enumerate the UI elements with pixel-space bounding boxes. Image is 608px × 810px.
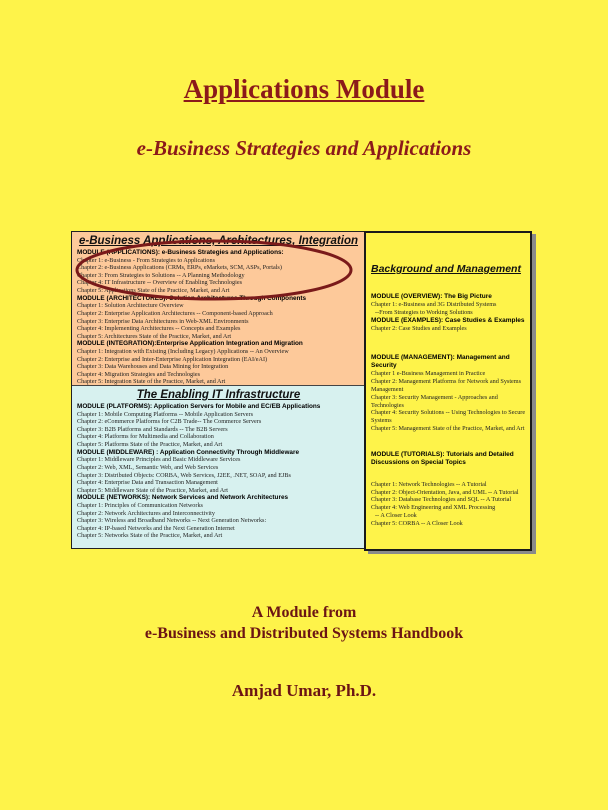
chapter-line: Chapter 5: Networks State of the Practice, Market, and Art (77, 532, 223, 540)
chapter-line: Chapter 5: CORBA -- A Closer Look (371, 519, 463, 527)
chapter-line: --From Strategies to Working Solutions (375, 308, 473, 316)
chapter-line: Chapter 2: Management Platforms for Network and Systems Management (371, 378, 522, 393)
chapter-line: Chapter 2: eCommerce Platforms for C2B Trade-- The Commerce Servers (77, 418, 262, 426)
chapter-line: Chapter 4: Migration Strategies and Technologies (77, 370, 201, 378)
chapter-line: Chapter 5: Management State of the Practice, Market, and Art (371, 424, 525, 432)
chapter-line: Chapter 3: B2B Platforms and Standards -- The B2B Servers (77, 425, 228, 433)
chapter-line: Chapter 1: e-Business and 3G Distributed Systems (371, 301, 497, 308)
chapter-line: Chapter 3: Wireless and Broadband Networks -- Next Generation Networks: (77, 517, 267, 525)
tutorials-module-label: MODULE (TUTORIALS): Tutorials and Detailed Discussions on Special Topics (371, 450, 514, 466)
management-module-label: MODULE (MANAGEMENT): Management and Security (371, 354, 510, 370)
chapter-line: Chapter 1: Solution Architecture Overview (77, 302, 184, 310)
chapter-line: Chapter 1: Integration with Existing (Including Legacy) Applications -- An Overview (77, 348, 289, 356)
chapter-line: Chapter 3: Enterprise Data Architectures in Web-XML Environments (77, 317, 249, 325)
module-label: MODULE (ARCHITECTURES): Solution Architectures Through Components (77, 294, 307, 302)
module-label: MODULE (APPLICATIONS): e-Business Strategies and Applications: (77, 249, 284, 256)
chapter-line: Chapter 4: Platforms for Multimedia and Collaboration (77, 433, 214, 441)
chapter-line: Chapter 2: Enterprise and Inter-Enterprise Application Integration (EAI/eAI) (77, 355, 268, 363)
chapter-line: Chapter 1: Network Technologies -- A Tutorial (371, 480, 487, 488)
chapter-line: Chapter 5: Middleware State of the Practice, Market, and Art (77, 486, 229, 494)
chapter-line: Chapter 5: Architectures State of the Practice, Market, and Art (77, 332, 232, 340)
module-label: MODULE (NETWORKS): Network Services and Network Architectures (77, 494, 289, 502)
chapter-line: Chapter 4: IT Infrastructure -- Overview of Enabling Technologies (77, 279, 242, 287)
infrastructure-heading: The Enabling IT Infrastructure (136, 389, 301, 401)
chapter-line: Chapter 3: Security Management - Approaches and Technologies (371, 393, 498, 409)
chapter-line: Chapter 2: Enterprise Application Architectures -- Component-based Approach (77, 309, 273, 317)
chapter-line: Chapter 2: e-Business Applications (CRMs, ERPs, eMarkets, SCM, ASPs, Portals) (77, 264, 282, 272)
chapter-line: Chapter 5: Platforms State of the Practice, Market, and Art (77, 441, 223, 449)
footer-handbook-title: e-Business and Distributed Systems Handbook (144, 625, 464, 642)
chapter-line: Chapter 4: IP-based Networks and the Next Generation Internet (77, 524, 235, 532)
author-name: Amjad Umar, Ph.D. (231, 681, 377, 700)
chapter-line: Chapter 3: Distributed Objects: CORBA, Web Services, J2EE, .NET, SOAP, and EJBs (77, 471, 291, 479)
chapter-line: Chapter 3: Database Technologies and SQL -- A Tutorial (371, 496, 512, 504)
chapter-line: Chapter 2: Network Architectures and Interconnectivity (77, 509, 215, 517)
page-subtitle: e-Business Strategies and Applications (136, 136, 472, 160)
chapter-line: Chapter 4: Web Engineering and XML Processing (371, 504, 496, 512)
applications-heading: e-Business Applications, Architectures, Integration (78, 235, 359, 247)
chapter-line: Chapter 1: Mobile Computing Platforms -- Mobile Application Servers (77, 410, 253, 418)
chapter-line: Chapter 4: Security Solutions -- Using Technologies to Secure Systems (371, 409, 526, 425)
module-label: MODULE (MIDDLEWARE) : Application Connectivity Through Middleware (77, 448, 300, 456)
overview-module-label: MODULE (OVERVIEW): The Big Picture (371, 293, 492, 300)
chapter-line: Chapter 2: Web, XML, Semantic Web, and Web Services (77, 463, 219, 471)
chapter-line: Chapter 4: Enterprise Data and Transaction Management (77, 479, 218, 487)
page-title: Applications Module (183, 74, 425, 104)
chapter-line: Chapter 2: Case Studies and Examples (371, 324, 467, 332)
chapter-line: Chapter 1: Principles of Communication Networks (77, 502, 203, 510)
highlight-ellipse (74, 238, 354, 302)
infrastructure-pane (72, 386, 364, 548)
chapter-line: Chapter 3: From Strategies to Solutions -- A Planning Methodology (77, 271, 245, 279)
module-label: MODULE (PLATFORMS): Application Servers for Mobile and EC/EB Applications (77, 403, 321, 410)
chapter-line: Chapter 3: Data Warehouses and Data Mining for Integration (77, 363, 229, 371)
chapter-line: Chapter 4: Implementing Architectures -- Concepts and Examples (77, 325, 241, 333)
chapter-line: Chapter 1 e-Business Management in Practice (371, 370, 486, 378)
chapter-line: Chapter 5: Applications State of the Practice, Market, and Art (77, 287, 230, 295)
chapter-line: Chapter 1: e-Business - From Strategies to Applications (77, 256, 215, 264)
examples-module-label: MODULE (EXAMPLES): Case Studies & Examples (371, 316, 525, 324)
background-heading: Background and Management (371, 263, 521, 275)
chapter-line: Chapter 5: Integration State of the Practice, Market, and Art (77, 378, 226, 386)
chapter-line: Chapter 2: Object-Orientation, Java, and UML -- A Tutorial (371, 488, 519, 496)
highlight-ellipse-shape (77, 241, 351, 299)
chapter-line: -- A Closer Look (375, 511, 417, 519)
background-management-box (364, 231, 532, 551)
chapter-line: Chapter 1: Middleware Principles and Basic Middleware Services (77, 456, 241, 464)
footer-module-from: A Module from (251, 604, 357, 621)
module-label: MODULE (INTEGRATION):Enterprise Application Integration and Migration (77, 340, 303, 348)
